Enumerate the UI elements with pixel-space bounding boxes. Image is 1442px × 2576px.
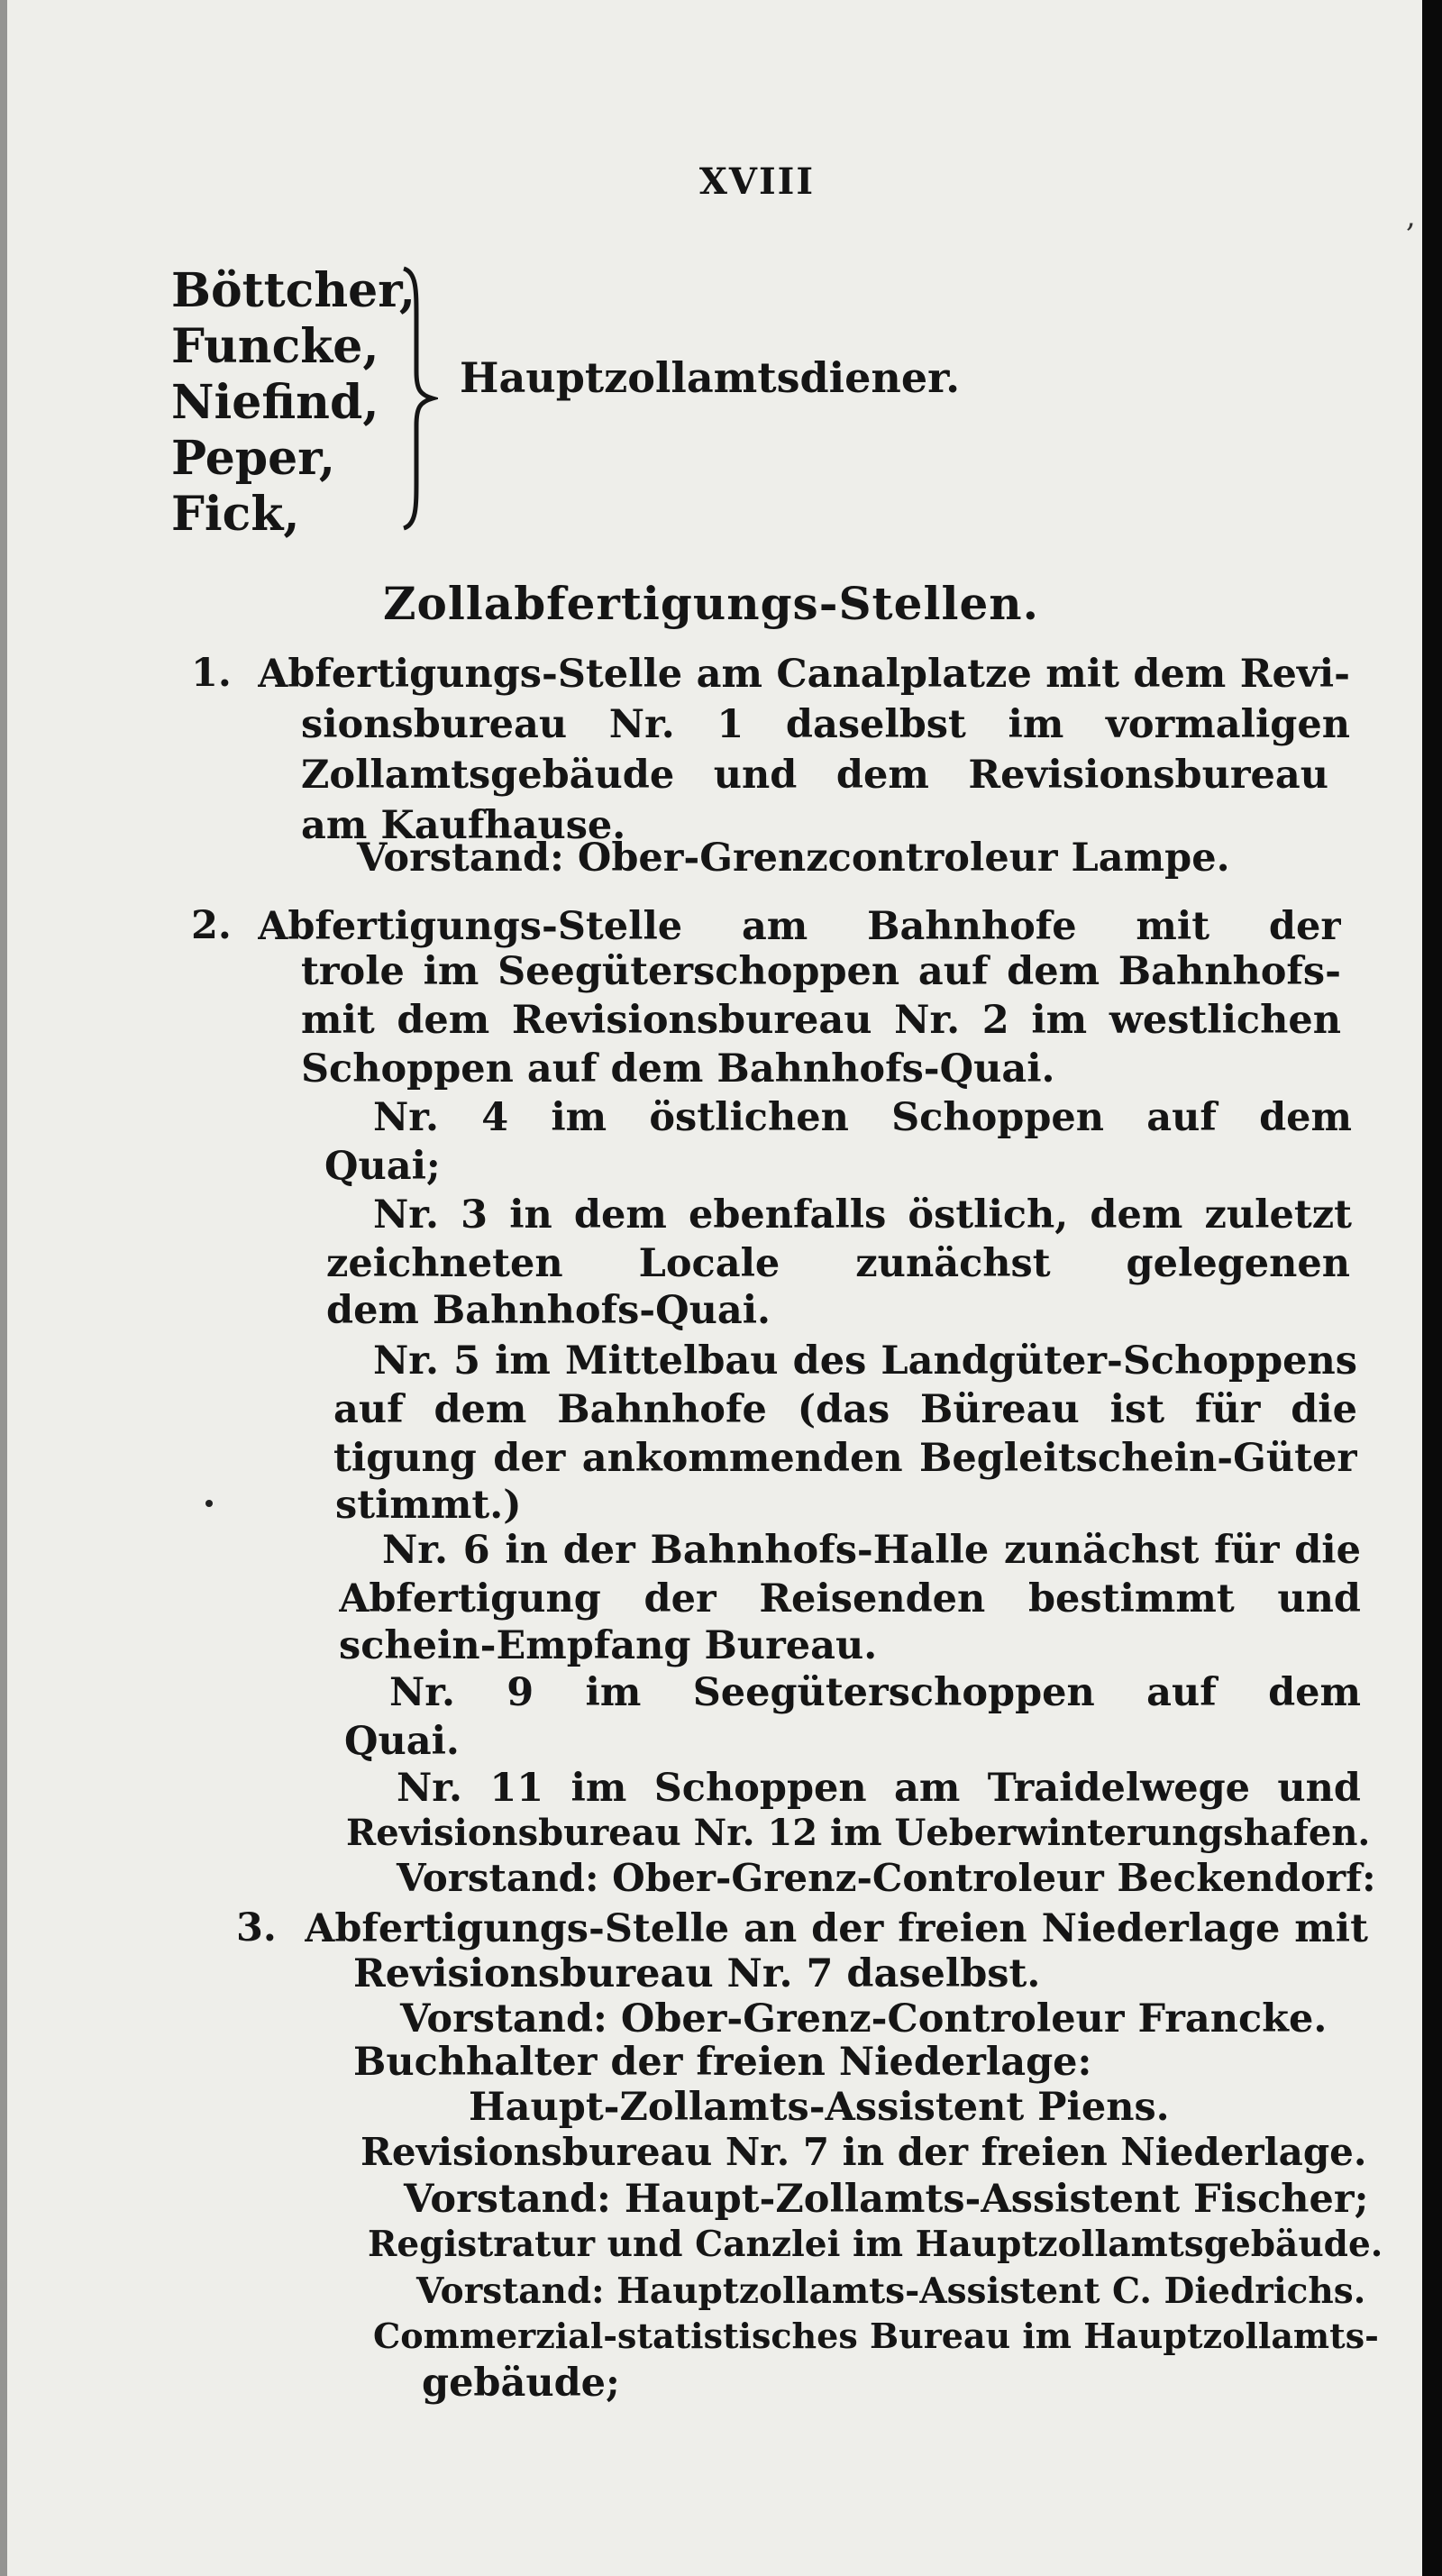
text-line: auf dem Bahnhofe (das Büreau ist für die [333, 1387, 1357, 1432]
text-line: Quai. [344, 1719, 460, 1764]
text-line: Nr. 9 im Seegüterschoppen auf dem [389, 1670, 1361, 1715]
text-line: Buchhalter der freien Niederlage: [353, 2040, 1092, 2085]
margin-mark: , [1406, 198, 1416, 234]
margin-dot [205, 1500, 213, 1507]
text-line: dem Bahnhofs-Quai. [326, 1288, 771, 1333]
text-line: Quai; [324, 1144, 441, 1189]
text-line: Nr. 11 im Schoppen am Traidelwege und [397, 1766, 1361, 1811]
text-line: Vorstand: Haupt-Zollamts-Assistent Fischer; [404, 2177, 1369, 2222]
text-line: Nr. 3 in dem ebenfalls östlich, dem zuletzt [373, 1192, 1352, 1238]
text-line: mit dem Revisionsbureau Nr. 2 im westlichen [301, 998, 1341, 1043]
staff-name: Peper, [171, 431, 335, 486]
item-number: 3. [236, 1905, 277, 1950]
text-line: Vorstand: Ober-Grenz-Controleur Francke. [400, 1996, 1328, 2042]
right-page-edge [1422, 0, 1442, 2576]
text-line: Haupt-Zollamts-Assistent Piens. [469, 2085, 1170, 2130]
text-line: Vorstand: Ober-Grenz-Controleur Beckendorf: [397, 1856, 1376, 1900]
text-line: Abfertigung der Reisenden bestimmt und [339, 1576, 1361, 1621]
staff-name: Niefind, [171, 375, 379, 430]
text-line: trole im Seegüterschoppen auf dem Bahnhofs- [301, 949, 1341, 994]
text-line: gebäude; [422, 2361, 620, 2406]
brace-icon [397, 263, 438, 534]
text-line: Revisionsbureau Nr. 7 in der freien Niederlage. [360, 2130, 1367, 2174]
text-line: Revisionsbureau Nr. 7 daselbst. [353, 1951, 1041, 1996]
text-line: Commerzial-statistisches Bureau im Hauptzollamts- [373, 2316, 1379, 2356]
staff-name: Fick, [171, 487, 300, 542]
text-line: zeichneten Locale zunächst gelegenen [326, 1241, 1350, 1286]
text-line: Nr. 4 im östlichen Schoppen auf dem [373, 1095, 1352, 1140]
text-line: Nr. 6 in der Bahnhofs-Halle zunächst für die [382, 1528, 1361, 1573]
staff-role: Hauptzollamtsdiener. [460, 353, 961, 402]
text-line: Abfertigungs-Stelle am Canalplatze mit dem Revi- [258, 652, 1350, 697]
staff-name: Funcke, [171, 319, 379, 374]
left-page-edge [0, 0, 7, 2576]
text-line: stimmt.) [335, 1483, 522, 1528]
text-line: schein-Empfang Bureau. [339, 1623, 878, 1668]
text-line: Vorstand: Hauptzollamts-Assistent C. Diedrichs. [416, 2270, 1366, 2312]
text-line: Vorstand: Ober-Grenzcontroleur Lampe. [357, 836, 1230, 881]
text-line: Schoppen auf dem Bahnhofs-Quai. [301, 1046, 1055, 1092]
page-number: XVIII [698, 160, 816, 203]
text-line: Revisionsbureau Nr. 12 im Ueberwinterungshafen. [346, 1812, 1371, 1854]
text-line: Registratur und Canzlei im Hauptzollamtsgebäude. [368, 2224, 1383, 2265]
section-title: Zollabfertigungs-Stellen. [382, 577, 1040, 630]
text-line: Zollamtsgebäude und dem Revisionsbureau [301, 753, 1328, 798]
text-line: tigung der ankommenden Begleitschein-Güter [333, 1436, 1357, 1481]
text-line: sionsbureau Nr. 1 daselbst im vormaligen [301, 702, 1350, 747]
staff-names [171, 263, 415, 543]
text-line: am Kaufhause. [301, 803, 626, 848]
text-line: Abfertigungs-Stelle an der freien Niederlage mit [305, 1906, 1368, 1951]
text-line: Nr. 5 im Mittelbau des Landgüter-Schoppens [373, 1338, 1357, 1384]
item-number: 1. [191, 651, 232, 696]
staff-name: Böttcher, [171, 263, 415, 318]
item-number: 2. [191, 903, 232, 948]
text-line: Abfertigungs-Stelle am Bahnhofe mit der [258, 904, 1341, 949]
